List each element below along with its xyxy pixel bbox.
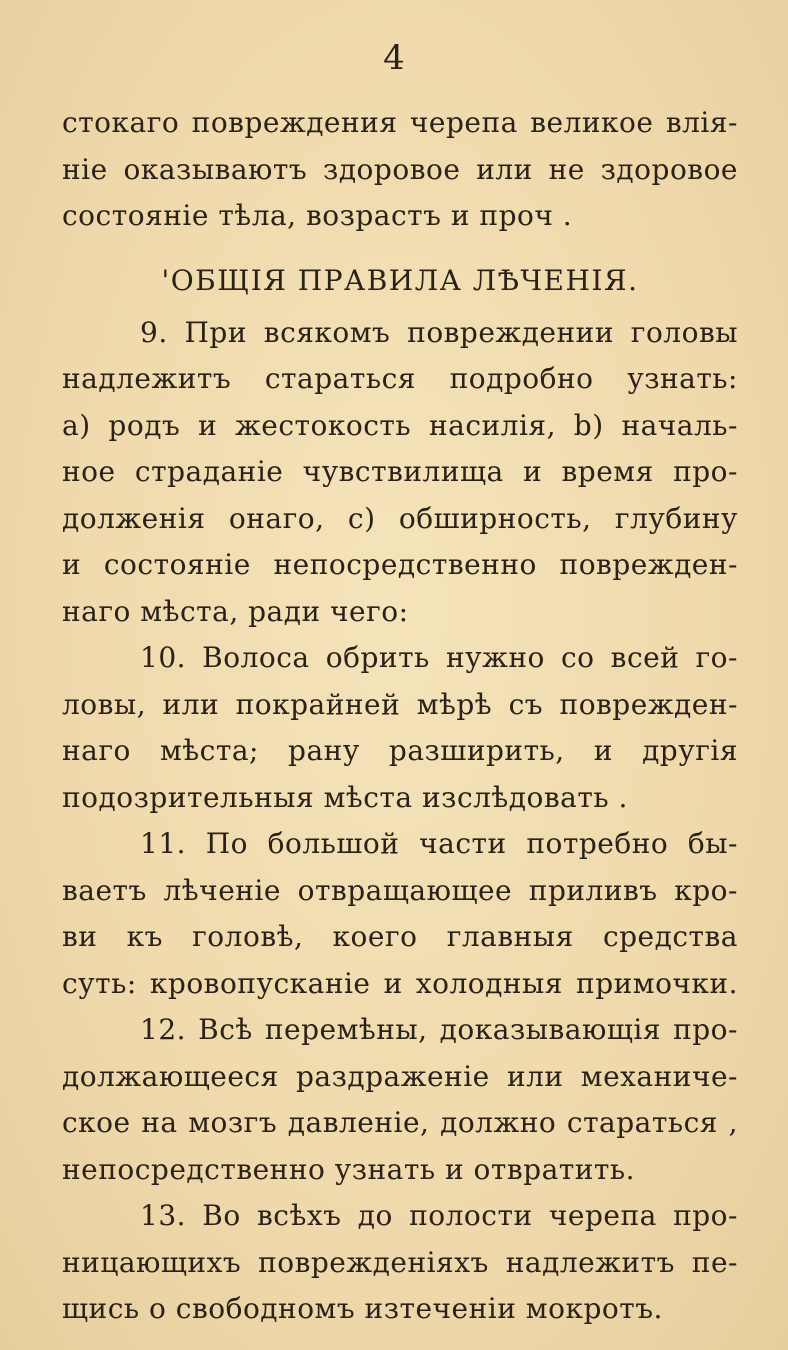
paragraph-11 bbox=[62, 821, 738, 1007]
paragraph-13 bbox=[62, 1193, 738, 1333]
text-line: 10. Волоса обрить нужно со всей го- bbox=[140, 641, 738, 674]
page-number: 4 bbox=[383, 38, 405, 78]
text-line: 9. При всякомъ повреждении головы bbox=[140, 315, 738, 349]
text-line: состояніе тѣла, возрастъ и проч . bbox=[62, 199, 573, 232]
text-line: 12. Всѣ перемѣны, доказывающія про- bbox=[140, 1013, 738, 1046]
text-line: ніе оказываютъ здоровое или не здоровое bbox=[62, 152, 738, 186]
text-line: стокаго повреждения черепа великое влія- bbox=[62, 106, 738, 139]
paragraph-9 bbox=[62, 310, 738, 636]
text-line: 13. Во всѣхъ до полости черепа про- bbox=[140, 1199, 738, 1232]
text-line: должающееся раздраженіе или механиче- bbox=[62, 1059, 738, 1093]
section-heading: 'ОБЩІЯ ПРАВИЛА ЛѢЧЕНІЯ. bbox=[161, 263, 639, 297]
text-block bbox=[62, 100, 738, 1333]
text-line: надлежитъ стараться подробно узнать: bbox=[62, 362, 738, 395]
text-line: а) родъ и жестокость насилія, b) началь- bbox=[62, 408, 738, 442]
text-line: ское на мозгъ давленіе, должно стараться , bbox=[62, 1106, 738, 1139]
text-line: наго мѣста, ради чего: bbox=[62, 594, 409, 628]
paragraph-12 bbox=[62, 1007, 738, 1193]
text-line: ви къ головѣ, коего главныя средства bbox=[62, 920, 738, 953]
paragraph-10 bbox=[62, 635, 738, 821]
text-line: долженія онаго, с) обширность, глубину bbox=[62, 501, 738, 535]
text-line: ное страданіе чувствилища и время про- bbox=[62, 455, 738, 488]
text-line: суть: кровопусканіе и холодныя примочки. bbox=[62, 966, 738, 1000]
text-line: ницающихъ поврежденіяхъ надлежитъ пе- bbox=[62, 1245, 738, 1279]
text-line: щись о свободномъ изтеченіи мокротъ. bbox=[62, 1292, 663, 1325]
text-line: непосредственно узнать и отвратить. bbox=[62, 1152, 636, 1186]
text-line: подозрительныя мѣста изслѣдовать . bbox=[62, 780, 628, 814]
text-line: и состояніе непосредственно поврежден- bbox=[62, 548, 738, 581]
text-line: наго мѣста; рану разширить, и другія bbox=[62, 734, 738, 767]
continuation-paragraph bbox=[62, 100, 738, 240]
text-line: ловы, или покрайней мѣрѣ съ поврежден- bbox=[62, 687, 738, 721]
text-line: 11. По большой части потребно бы- bbox=[140, 827, 738, 860]
text-line: ваетъ лѣченіе отвращающее приливъ кро- bbox=[62, 873, 738, 907]
